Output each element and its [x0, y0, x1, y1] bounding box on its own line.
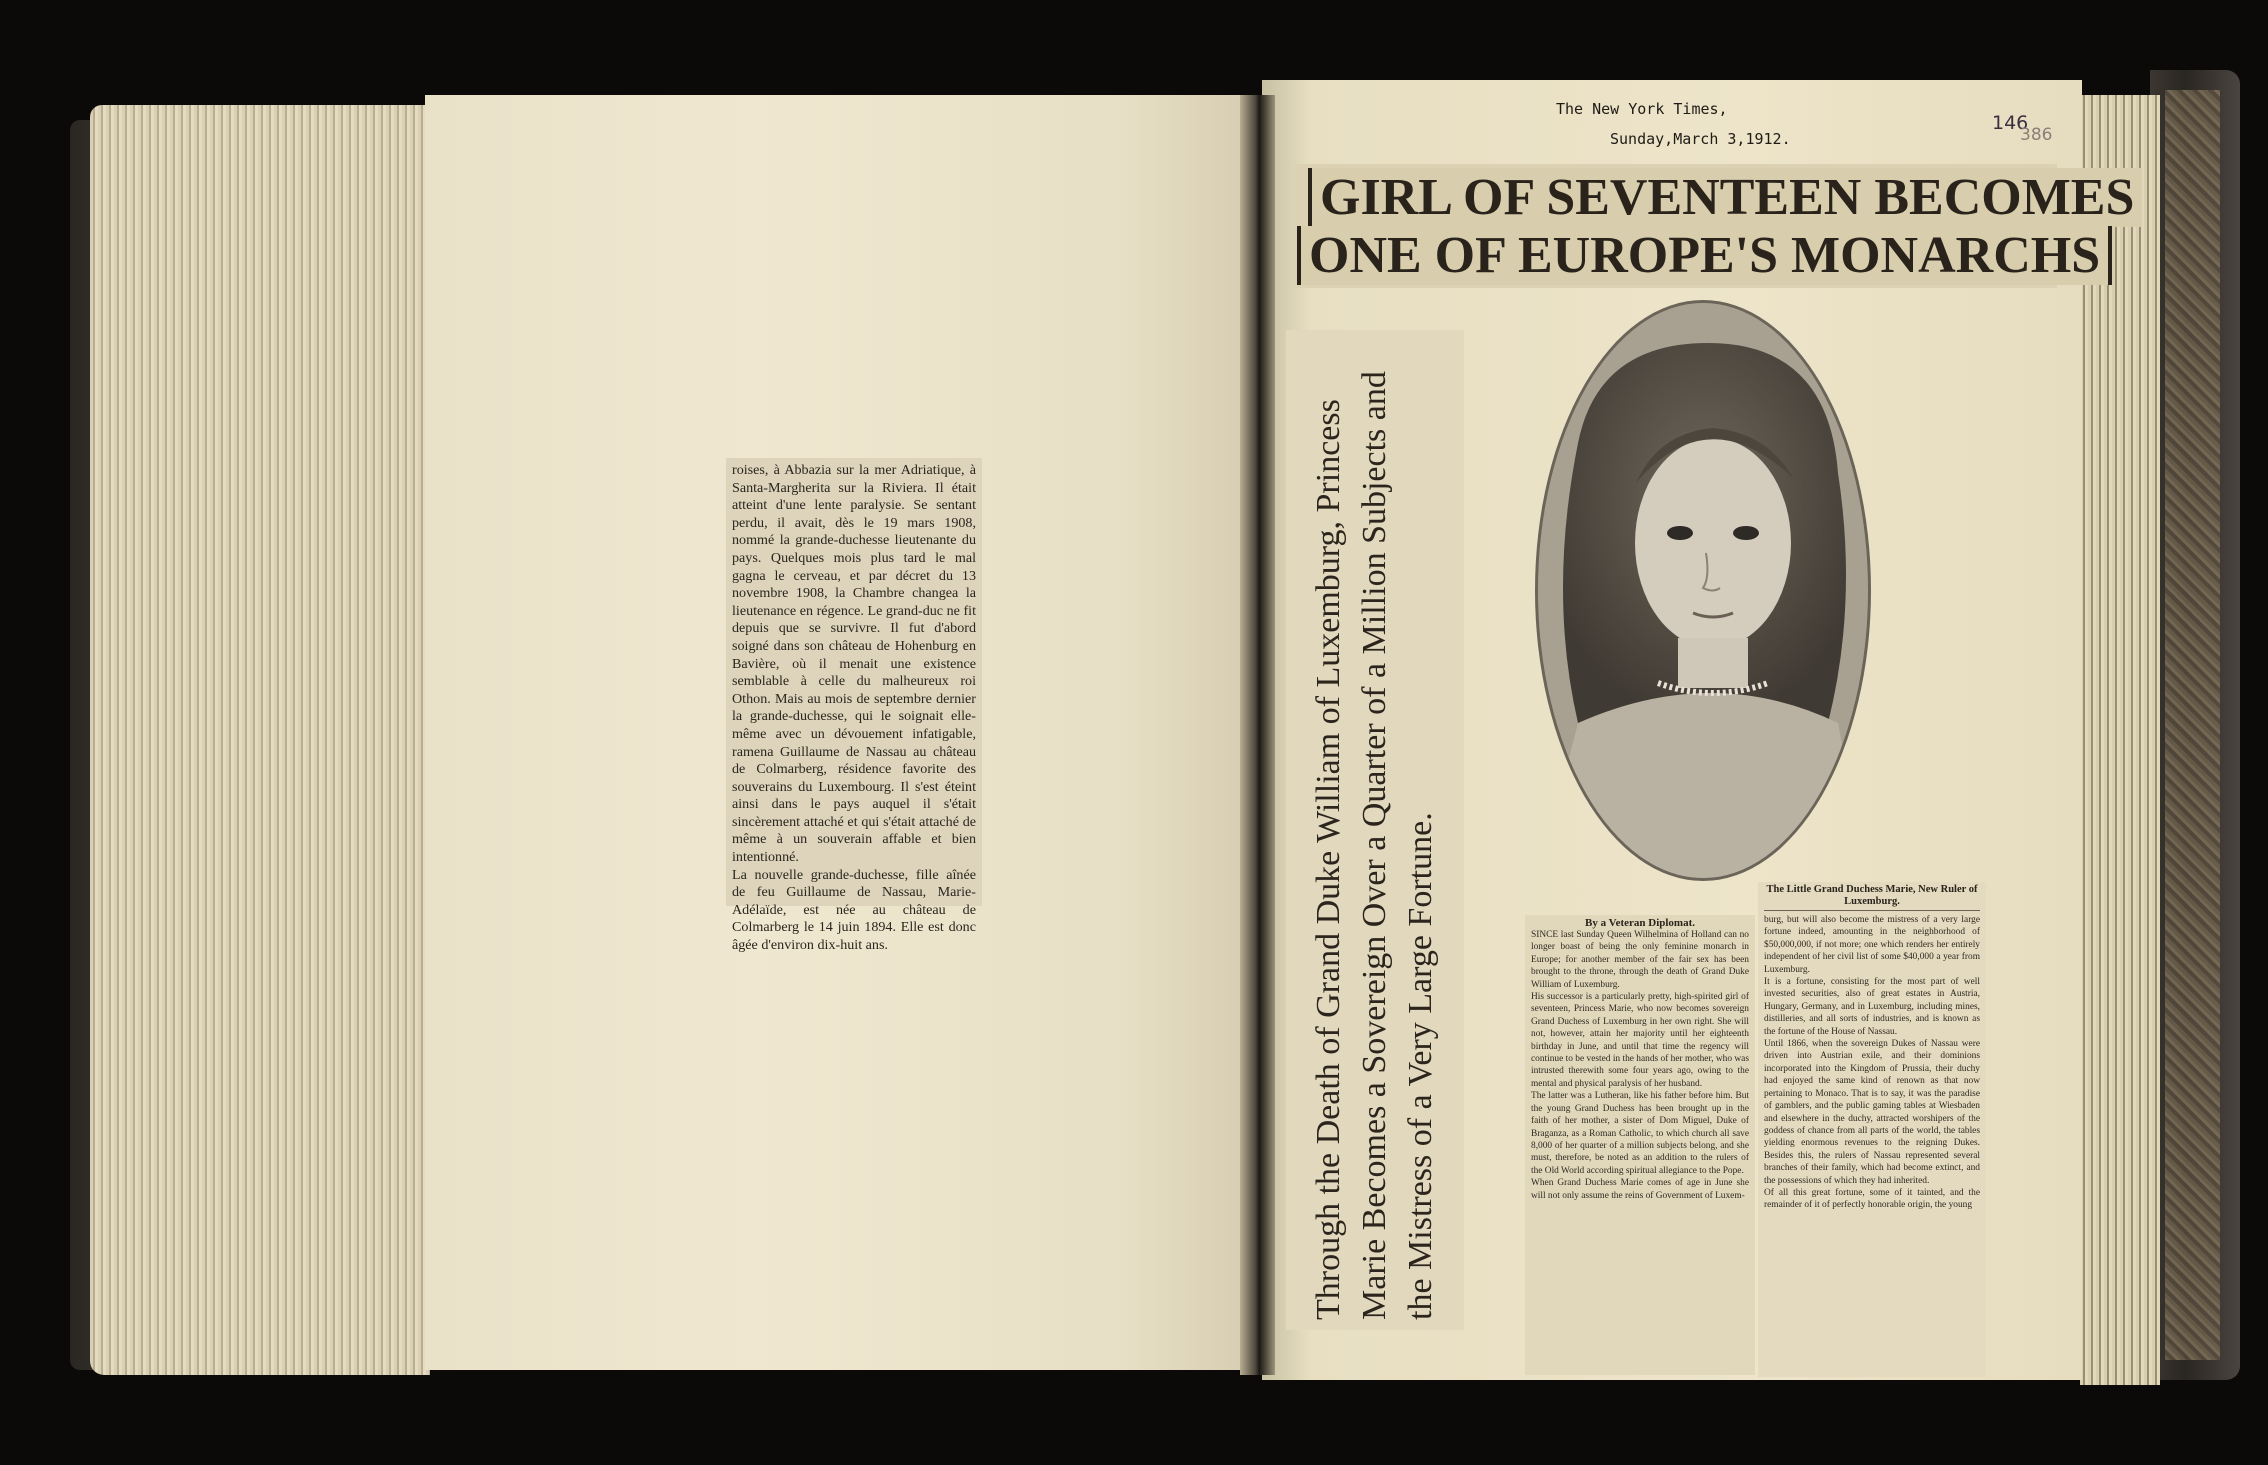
- article-column-1: [1525, 915, 1755, 1375]
- page-number-old: 386: [2020, 125, 2053, 145]
- portrait-photo: [1535, 300, 1871, 881]
- article-column-2-text: burg, but will also become the mistress of a very large fortune indeed, amounting in the neighborhood of $50,000,000, if not more; one which renders her entirely independent of her civil list of some $40,000 a year from Luxemburg. It is a fortune, consisting for the most part of well invested securities, also of great estates in Austria, Hungary, Germany, and in Luxemburg, including mines, distilleries, and all sorts of industries, and is known as the fortune of the House of Nassau. Until 1866, when the sovereign Dukes of Nassau were driven into Austrian exile, and their dominions incorporated into the Kingdom of Prussia, their duchy had enjoyed the same kind of renown as that now pertaining to Monaco. That is to say, it was the paradise of gamblers, and the public gaming tables at Wiesbaden and elsewhere in the duchy, attracted worshipers of the goddess of chance from all parts of the world, the tables yielding enormous revenues to the reigning Dukes. Besides this, the rulers of Nassau represented several branches of their family, which had become extinct, and the possessions of which they had inherited. Of all this great fortune, some of it tainted, and the remainder of it of perfectly honorable origin, the young: [1764, 915, 1980, 1211]
- book-gutter: [1240, 95, 1275, 1375]
- headline-line-2: ONE OF EUROPE'S MONARCHS: [1297, 226, 2112, 285]
- subheadline: Through the Death of Grand Duke William of Luxemburg, Princess Marie Becomes a Sovereign Over a Quarter of a Million Subjects and the Mistress of a Very Large Fortune.: [1310, 371, 1439, 1320]
- headline-line-1: GIRL OF SEVENTEEN BECOMES: [1308, 168, 2142, 227]
- byline: By a Veteran Diplomat.: [1585, 917, 1695, 929]
- newspaper-date: Sunday,March 3,1912.: [1610, 130, 1791, 148]
- page-number: 146: [1992, 112, 2029, 134]
- page-edges-left: [90, 105, 430, 1375]
- marbled-endpaper: [2165, 90, 2220, 1360]
- page-edges-right: [2080, 95, 2160, 1385]
- french-clipping-text: roises, à Abbazia sur la mer Adriatique, à Santa-Margherita sur la Riviera. Il était atteint d'une lente paralysie. Se sentant perdu, il avait, dès le 19 mars 1908, nommé la grande-duchesse lieutenante du pays. Quelques mois plus tard le mal gagna le cerveau, et par décret du 13 novembre 1908, la Chambre changea la lieutenance en régence. Le grand-duc ne fit depuis que se survivre. Il fut d'abord soigné dans son château de Hohenburg en Bavière, où il menait une existence semblable à celle du malheureux roi Othon. Mais au mois de septembre dernier la grande-duchesse, qui le soignait elle-même avec un dévouement infatigable, ramena Guillaume de Nassau au château de Colmarberg, résidence favorite des souverains du Luxembourg. Il s'est éteint ainsi dans le pays auquel il s'était sincèrement attaché et qui s'était attaché de même à un souverain affable et bien intentionné. La nouvelle grande-duchesse, fille aînée de feu Guillaume de Nassau, Marie-Adélaïde, est née au château de Colmarberg le 14 juin 1894. Elle est donc âgée d'environ dix-huit ans.: [732, 462, 976, 954]
- photo-caption: The Little Grand Duchess Marie, New Ruler of Luxemburg.: [1764, 884, 1980, 911]
- french-clipping: [726, 458, 982, 954]
- article-column-2: [1758, 882, 1986, 1377]
- portrait-illustration: [1538, 303, 1868, 878]
- newspaper-name: The New York Times,: [1556, 100, 1728, 118]
- article-column-1-text: SINCE last Sunday Queen Wilhelmina of Holland can no longer boast of being the only feminine monarch in Europe; for another member of the fair sex has been brought to the throne, through the death of Grand Duke William of Luxemburg. His successor is a particularly pretty, high-spirited girl of seventeen, Princess Marie, who now becomes sovereign Grand Duchess of Luxemburg in her own right. She will not, however, attain her majority until her eighteenth birthday in June, and until that time the regency will continue to be vested in the hands of her mother, who was intrusted therewith some four years ago, owing to the mental and physical paralysis of her husband. The latter was a Lutheran, like his father before him. But the young Grand Duchess has been brought up in the faith of her mother, a sister of Dom Miguel, Duke of Braganza, as a Roman Catholic, to which church all save 8,000 of her quarter of a million subjects belong, and she must, therefore, be noted as an addition to the rulers of the Old World according spiritual allegiance to the Pope. When Grand Duchess Marie comes of age in June she will not only assume the reins of Government of Luxem-: [1531, 930, 1749, 1201]
